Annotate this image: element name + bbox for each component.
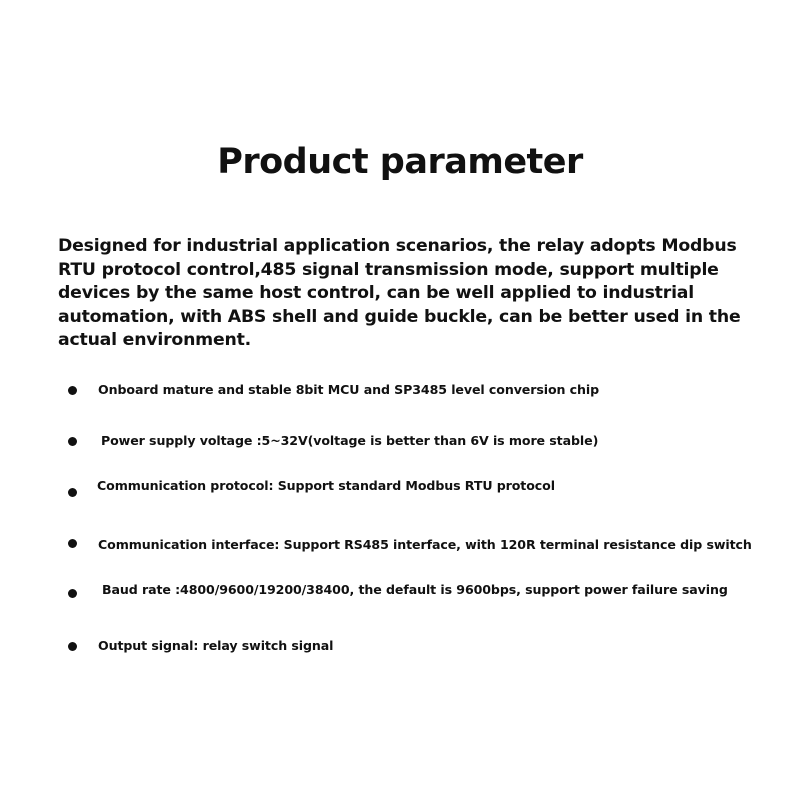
feature-text: Output signal: relay switch signal — [98, 638, 334, 653]
feature-text: Power supply voltage :5~32V(voltage is better than 6V is more stable) — [101, 433, 599, 448]
intro-line: automation, with ABS shell and guide buckle, can be better used in the — [58, 306, 741, 327]
bullet-icon — [68, 589, 77, 598]
feature-item-mcu — [0, 381, 800, 403]
feature-text: Onboard mature and stable 8bit MCU and SP3485 level conversion chip — [98, 382, 600, 397]
feature-text: Communication interface: Support RS485 interface, with 120R terminal resistance dip switch — [98, 537, 752, 552]
feature-item-protocol — [0, 477, 800, 499]
feature-item-interface — [0, 535, 800, 557]
bullet-icon — [68, 437, 77, 446]
page-title: Product parameter — [217, 142, 583, 182]
intro-paragraph — [58, 235, 768, 353]
feature-text: Communication protocol: Support standard Modbus RTU protocol — [97, 478, 555, 493]
feature-item-power-supply — [0, 432, 800, 454]
bullet-icon — [68, 539, 77, 548]
feature-text: Baud rate :4800/9600/19200/38400, the default is 9600bps, support power failure saving — [102, 582, 728, 597]
intro-line: devices by the same host control, can be well applied to industrial — [58, 283, 694, 303]
feature-item-output-signal — [0, 637, 800, 659]
intro-line: RTU protocol control,485 signal transmission mode, support multiple — [58, 259, 719, 280]
bullet-icon — [68, 488, 77, 497]
bullet-icon — [68, 642, 77, 651]
bullet-icon — [68, 386, 77, 395]
intro-line: Designed for industrial application scenarios, the relay adopts Modbus — [58, 236, 737, 256]
intro-line: actual environment. — [58, 330, 252, 350]
feature-item-baud-rate — [0, 581, 800, 603]
